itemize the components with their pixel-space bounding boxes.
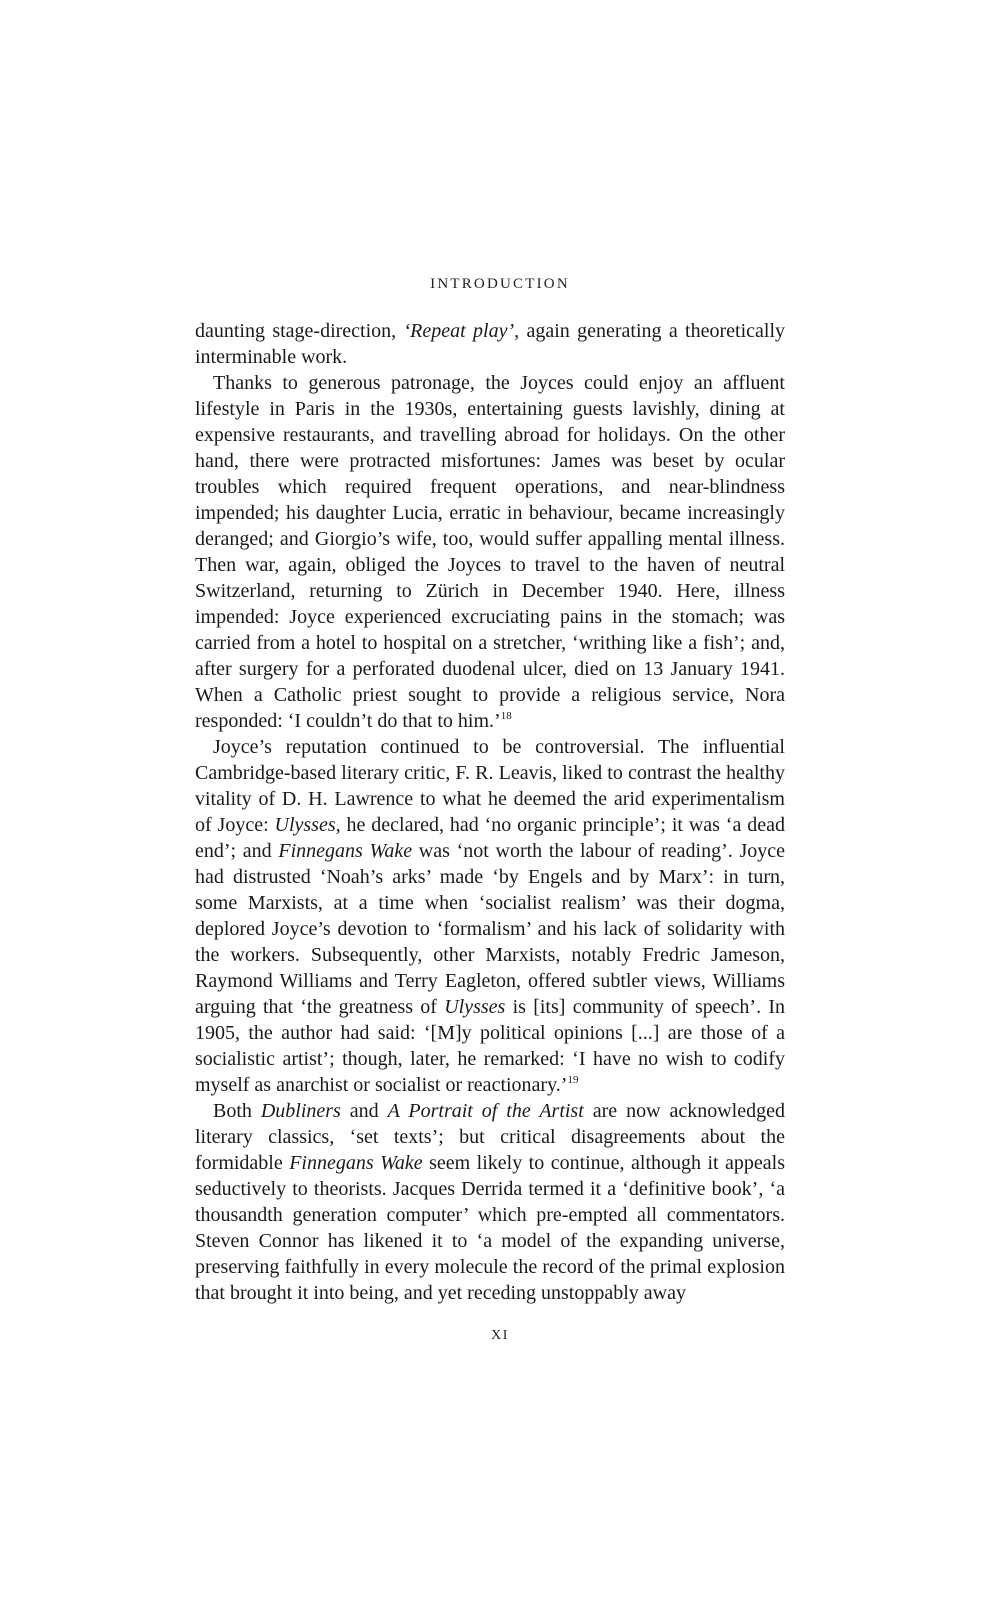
paragraph — [195, 370, 785, 734]
paragraph — [195, 734, 785, 1098]
footnote-ref: 18 — [500, 710, 512, 722]
text-span: are now acknowledged literary classics, ‘set texts’; but critical disagreements about the formidable — [195, 1100, 785, 1174]
italic-span: Finnegans Wake — [278, 840, 413, 862]
text-span: Joyce’s reputation continued to be controversial. The influential Cambridge-based literary critic, F. R. Leavis, liked to contrast the healthy vitality of D. H. Lawrence to what he deemed the arid experimentalism of Joyce: — [195, 736, 785, 836]
text-span: was ‘not worth the labour of reading’. Joyce had distrusted ‘Noah’s arks’ made ‘by Engels and by Marx’: in turn, some Marxists, at a time when ‘socialist realism’ was their dogma, deplored Joyce’s devotion to ‘formalism’ and his lack of solidarity with the workers. Subsequently, other Marxists, notably Fredric Jameson, Raymond Williams and Terry Eagleton, offered subtler views, Williams arguing that ‘the greatness of — [195, 840, 785, 1018]
paragraph — [195, 318, 785, 370]
text-span: seem likely to continue, although it appeals seductively to theorists. Jacques Derrida termed it a ‘definitive book’, ‘a thousandth generation computer’ which pre-empted all commentators. Steven Connor has likened it to ‘a model of the expanding universe, preserving faithfully in every molecule the record of the primal explosion that brought it into being, and yet receding unstoppably away — [195, 1152, 785, 1304]
text-span: Both — [213, 1100, 261, 1122]
paragraph — [195, 1098, 785, 1306]
italic-span: Dubliners — [260, 1100, 341, 1122]
italic-span: Ulysses — [274, 814, 336, 836]
italic-span: A Portrait of the Artist — [387, 1100, 584, 1122]
text-span: Thanks to generous patronage, the Joyces could enjoy an affluent lifestyle in Paris in the 1930s, entertaining guests lavishly, dining at expensive restaurants, and travelling abroad for holidays. On the other hand, there were protracted misfortunes: James was beset by ocular troubles which required frequent operations, and near-blindness impended; his daughter Lucia, erratic in behaviour, became increasingly deranged; and Giorgio’s wife, too, would suffer appalling mental illness. Then war, again, obliged the Joyces to travel to the haven of neutral Switzerland, returning to Zürich in December 1940. Here, illness impended: Joyce experienced excruciating pains in the stomach; was carried from a hotel to hospital on a stretcher, ‘writhing like a fish’; and, after surgery for a perforated duodenal ulcer, died on 13 January 1941. When a Catholic priest sought to provide a religious service, Nora responded: ‘I couldn’t do that to him.’ — [195, 372, 785, 732]
body-text — [195, 318, 785, 1306]
running-head: INTRODUCTION — [430, 276, 570, 292]
page-number: XI — [491, 1328, 509, 1343]
text-span: daunting stage-direction, — [195, 320, 404, 342]
italic-span: Ulysses — [444, 996, 506, 1018]
text-span: , again generating a theoretically interminable work. — [195, 320, 786, 368]
text-span: and — [340, 1100, 388, 1122]
footnote-ref: 19 — [567, 1074, 579, 1086]
italic-span: Finnegans Wake — [289, 1152, 423, 1174]
text-span: , he declared, had ‘no organic principle’; it was ‘a dead end’; and — [195, 814, 785, 862]
text-span: is [its] community of speech’. In 1905, the author had said: ‘[M]y political opinions [...] are those of a socialistic artist’; though, later, he remarked: ‘I have no wish to codify myself as anarchist or socialist or reactionary.’ — [195, 996, 786, 1096]
italic-span: ‘Repeat play’ — [403, 320, 515, 342]
